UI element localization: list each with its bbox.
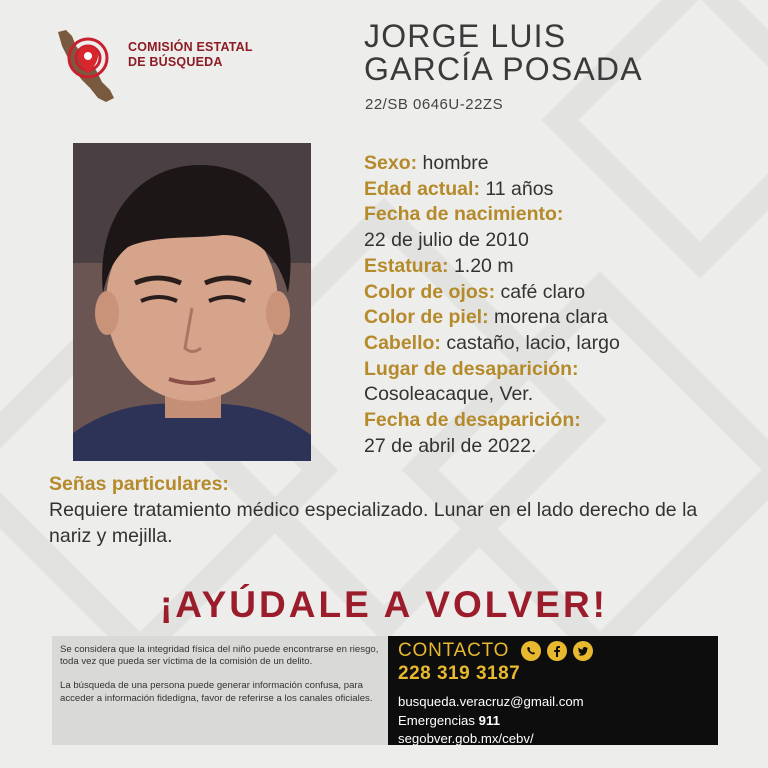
whatsapp-icon[interactable] (521, 641, 541, 661)
lugar-value: Cosoleacaque, Ver. (364, 383, 534, 406)
case-folio: 22/SB 0646U-22ZS (365, 96, 504, 113)
person-details (364, 151, 754, 459)
detail-lugar-value-row (364, 382, 754, 408)
sexo-label: Sexo: (364, 152, 418, 174)
cabello-value: castaño, lacio, largo (446, 331, 620, 354)
senas-label: Señas particulares: (49, 473, 229, 495)
ojos-value: café claro (500, 280, 586, 303)
senas-value: Requiere tratamiento médico especializado. Lunar en el lado derecho de la nariz y mejilla. (49, 499, 698, 547)
emergencias-label: Emergencias (398, 712, 475, 728)
slogan: ¡AYÚDALE A VOLVER! (159, 584, 608, 625)
detail-sexo (364, 151, 754, 177)
distinguishing-marks (49, 471, 739, 549)
disclaimer-paragraph-2: La búsqueda de una persona puede generar información confusa, para acceder a información fidedigna, favor de referirse a los canales oficiales. (60, 680, 373, 704)
contact-phone[interactable]: 228 319 3187 (398, 663, 521, 684)
name-line-1: JORGE LUIS (364, 18, 567, 54)
veracruz-map-icon (52, 26, 122, 106)
logo-text (128, 40, 253, 70)
lugar-label: Lugar de desaparición: (364, 357, 579, 380)
cabello-label: Cabello: (364, 331, 441, 354)
disclaimer-box (52, 636, 388, 745)
nacimiento-value: 22 de julio de 2010 (364, 229, 529, 252)
name-line-2: GARCÍA POSADA (364, 51, 643, 87)
nacimiento-label: Fecha de nacimiento: (364, 203, 564, 226)
twitter-icon[interactable] (573, 641, 593, 661)
contact-title: CONTACTO (398, 640, 510, 661)
estatura-label: Estatura: (364, 254, 449, 277)
detail-fecha-label-row (364, 408, 754, 434)
fecha-desaparicion-label: Fecha de desaparición: (364, 409, 581, 432)
ojos-label: Color de ojos: (364, 280, 496, 303)
detail-fecha-value-row (364, 434, 754, 460)
detail-edad (364, 177, 754, 203)
piel-value: morena clara (494, 306, 608, 329)
person-photo (73, 143, 311, 461)
detail-nacimiento-value-row (364, 228, 754, 254)
detail-lugar-label-row (364, 357, 754, 383)
detail-piel (364, 305, 754, 331)
edad-label: Edad actual: (364, 177, 480, 200)
logo-line-2: DE BÚSQUEDA (128, 55, 223, 69)
contact-emergencias (398, 712, 708, 731)
detail-nacimiento-label-row (364, 202, 754, 228)
piel-label: Color de piel: (364, 306, 489, 329)
contact-email[interactable]: busqueda.veracruz@gmail.com (398, 694, 584, 709)
detail-ojos (364, 280, 754, 306)
edad-value: 11 años (485, 177, 554, 200)
fecha-desaparicion-value: 27 de abril de 2022. (364, 434, 537, 457)
contact-lines (398, 693, 708, 749)
logo-line-1: COMISIÓN ESTATAL (128, 40, 253, 54)
detail-estatura (364, 254, 754, 280)
contact-website[interactable]: segobver.gob.mx/cebv/ (398, 731, 534, 746)
facebook-icon[interactable] (547, 641, 567, 661)
disclaimer-paragraph-1: Se considera que la integridad física del niño puede encontrarse en riesgo, toda vez que pueda ser víctima de la comisión de un delito. (60, 644, 379, 668)
estatura-value: 1.20 m (453, 254, 514, 277)
detail-cabello (364, 331, 754, 357)
contact-header (398, 640, 708, 662)
social-icons (521, 641, 593, 661)
contact-box (388, 636, 718, 745)
sexo-value: hombre (422, 152, 489, 174)
commission-logo (52, 26, 272, 108)
person-name (364, 20, 643, 86)
emergencias-number[interactable]: 911 (478, 712, 500, 728)
